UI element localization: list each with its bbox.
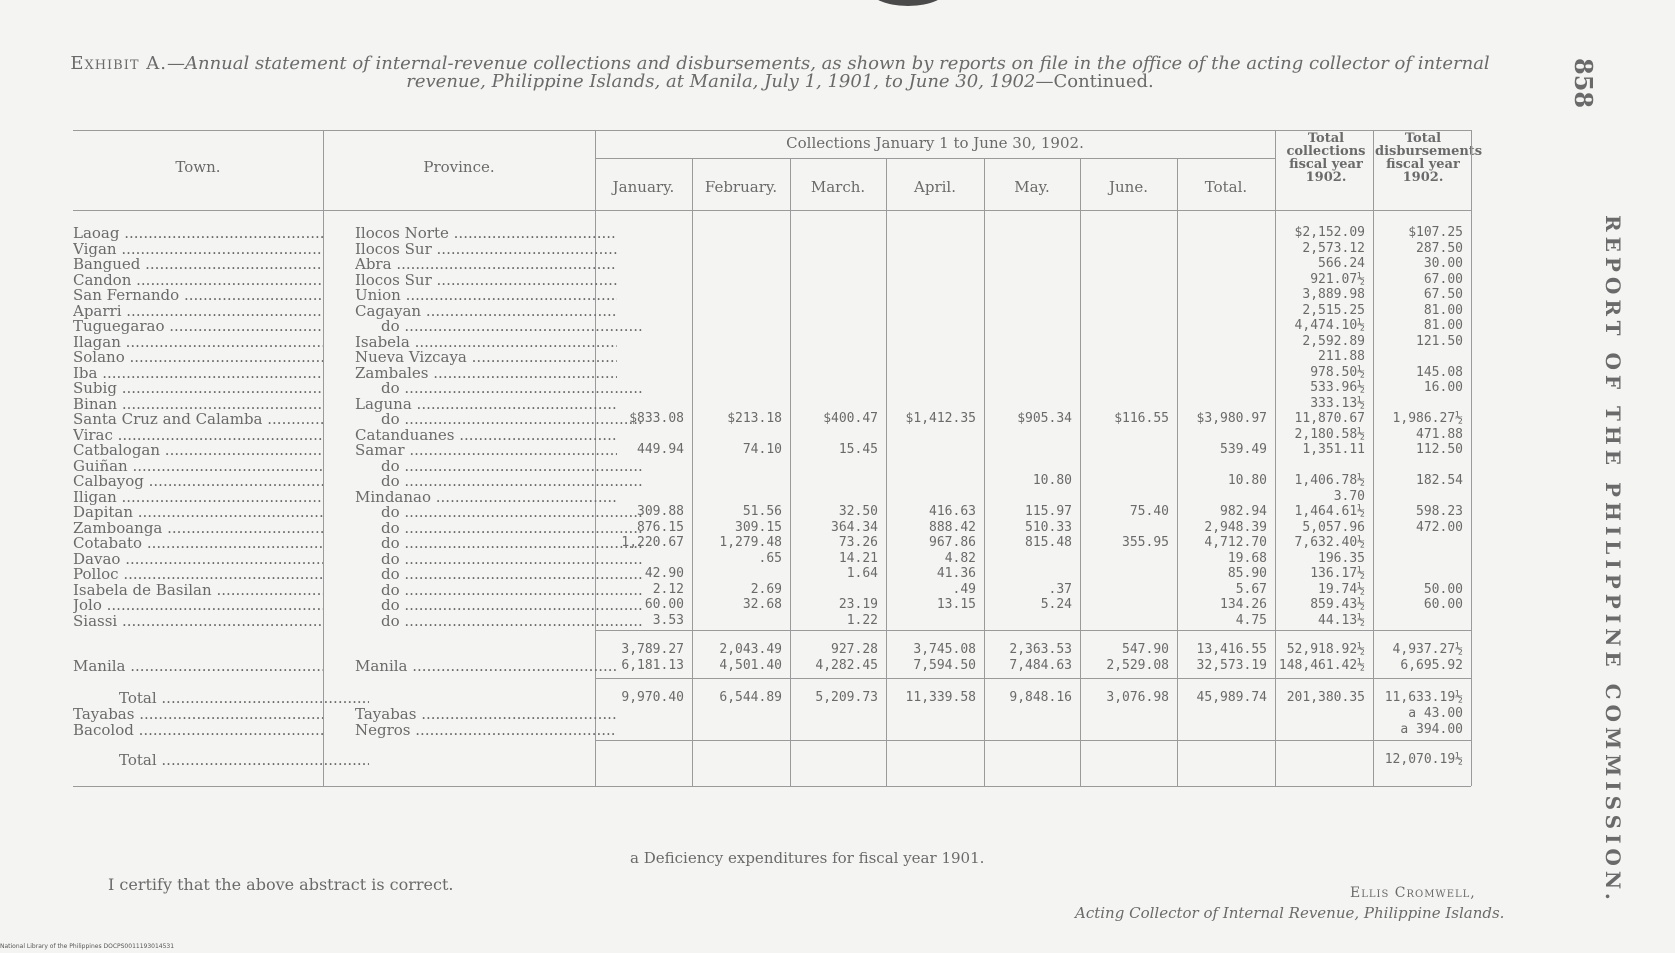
footnote: a Deficiency expenditures for fiscal year 1901. [630, 849, 985, 867]
town-cell: Aparri ..... [73, 303, 323, 319]
province-cell: Laguna ..... [355, 396, 617, 412]
exhibit-label: Exhibit A. [70, 53, 167, 74]
cell-apr: 4.82 [944, 551, 976, 566]
signer-name: Ellis Cromwell, [1350, 885, 1476, 901]
town-cell: Siassi ..... [73, 613, 323, 629]
cell-may: .37 [1048, 582, 1072, 597]
cell-may: 9,848.16 [1009, 690, 1072, 705]
cell-tc: 978.50½ [1310, 365, 1365, 380]
cell-tc: 566.24 [1318, 256, 1365, 271]
exhibit-title [70, 55, 1490, 91]
table-bottom-rule [73, 786, 1471, 787]
town-cell: Bacolod ..... [73, 722, 323, 738]
province-cell: do ..... [355, 520, 643, 536]
province-cell: Zambales ..... [355, 365, 617, 381]
cell-apr: 41.36 [936, 566, 976, 581]
cell-jan: 3,789.27 [621, 642, 684, 657]
cell-tc: 148,461.42½ [1278, 658, 1365, 673]
cell-jun: $116.55 [1114, 411, 1169, 426]
table-row [73, 489, 1570, 505]
title-suffix: —Continued. [1035, 71, 1154, 92]
cell-tc: 1,351.11 [1302, 442, 1365, 457]
cell-mar: 5,209.73 [815, 690, 878, 705]
cell-td: 60.00 [1423, 597, 1463, 612]
cell-apr: 13.15 [936, 597, 976, 612]
table-row [73, 504, 1570, 520]
header-may: May. [1014, 178, 1050, 196]
cell-mar: 1.64 [846, 566, 878, 581]
cell-may: 10.80 [1032, 473, 1072, 488]
running-head: REPORT OF THE PHILIPPINE COMMISSION. [1601, 215, 1625, 905]
cell-apr: 967.86 [929, 535, 976, 550]
header-june: June. [1109, 178, 1148, 196]
revenue-table [73, 130, 1570, 842]
cell-apr: 416.63 [929, 504, 976, 519]
cell-may: 5.24 [1040, 597, 1072, 612]
cell-tc: 11,870.67 [1294, 411, 1365, 426]
cell-total: 32,573.19 [1196, 658, 1267, 673]
town-cell: Tayabas ..... [73, 706, 323, 722]
cell-td: 11,633.19½ [1384, 690, 1463, 705]
cell-total: 4.75 [1235, 613, 1267, 628]
cell-tc: 921.07½ [1310, 272, 1365, 287]
town-cell: Dapitan ..... [73, 504, 323, 520]
page-blemish [868, 0, 948, 6]
title-italic: Annual statement of internal-revenue collections and disbursements, as shown by reports on file in the office of the acting collector of internal revenue, Philippine Islands, at Manila, July 1, 1901, to June 30, 1902 [184, 53, 1490, 92]
grand-total-row [73, 752, 1570, 768]
province-cell: do ..... [355, 473, 643, 489]
town-cell: Manila ..... [73, 658, 323, 674]
cell-jan: 876.15 [637, 520, 684, 535]
province-cell: Negros ..... [355, 722, 617, 738]
cell-jan: $833.08 [629, 411, 684, 426]
cell-td: a 43.00 [1408, 706, 1463, 721]
header-april: April. [914, 178, 956, 196]
cell-tc: 211.88 [1318, 349, 1365, 364]
table-row [73, 566, 1570, 582]
table-row [73, 365, 1570, 381]
subtotal-rule [595, 630, 1471, 631]
province-cell: do ..... [355, 380, 643, 396]
cell-total: 5.67 [1235, 582, 1267, 597]
table-row [73, 551, 1570, 567]
table-row [73, 582, 1570, 598]
cell-jan: 60.00 [644, 597, 684, 612]
town-cell: Binan ..... [73, 396, 323, 412]
cell-tc: 4,474.10½ [1294, 318, 1365, 333]
cell-feb: 51.56 [742, 504, 782, 519]
cell-apr: 3,745.08 [913, 642, 976, 657]
header-january: January. [612, 178, 675, 196]
town-cell: Guiñan ..... [73, 458, 323, 474]
cell-may: 815.48 [1025, 535, 1072, 550]
table-row [73, 427, 1570, 443]
province-cell: do ..... [355, 318, 643, 334]
cell-feb: 2,043.49 [719, 642, 782, 657]
province-cell: do ..... [355, 613, 643, 629]
cell-tc: 3.70 [1333, 489, 1365, 504]
table-row [73, 241, 1570, 257]
cell-tc: 859.43½ [1310, 597, 1365, 612]
cell-jun: 547.90 [1122, 642, 1169, 657]
province-cell: Cagayan ..... [355, 303, 617, 319]
cell-jun: 3,076.98 [1106, 690, 1169, 705]
cell-tc: 201,380.35 [1286, 690, 1365, 705]
cell-total: 134.26 [1220, 597, 1267, 612]
town-cell: Catbalogan ..... [73, 442, 323, 458]
cell-mar: 73.26 [838, 535, 878, 550]
cell-td: 287.50 [1416, 241, 1463, 256]
cell-feb: $213.18 [727, 411, 782, 426]
table-row [73, 411, 1570, 427]
cell-jan: 42.90 [644, 566, 684, 581]
table-row [73, 597, 1570, 613]
cell-tc: 2,515.25 [1302, 303, 1365, 318]
cell-jan: 449.94 [637, 442, 684, 457]
cell-apr: 11,339.58 [905, 690, 976, 705]
cell-mar: 1.22 [846, 613, 878, 628]
province-cell: do ..... [355, 597, 643, 613]
town-cell: Subig ..... [73, 380, 323, 396]
table-row [73, 349, 1570, 365]
grand-total-label: Total ..... [73, 752, 369, 768]
town-cell: Laoag ..... [73, 225, 323, 241]
cell-may: $905.34 [1017, 411, 1072, 426]
province-cell: Abra ..... [355, 256, 617, 272]
cell-td: 81.00 [1423, 318, 1463, 333]
header-total-disbursements: Total disbursements fiscal year 1902. [1375, 131, 1483, 185]
cell-tc: 7,632.40½ [1294, 535, 1365, 550]
cell-may: 2,363.53 [1009, 642, 1072, 657]
cell-td: 81.00 [1423, 303, 1463, 318]
cell-total: 539.49 [1220, 442, 1267, 457]
title-dash: — [166, 53, 185, 74]
table-row [73, 334, 1570, 350]
town-cell: Bangued ..... [73, 256, 323, 272]
province-cell: Ilocos Sur ..... [355, 241, 617, 257]
cell-td: 16.00 [1423, 380, 1463, 395]
table-row [73, 396, 1570, 412]
cell-feb: 1,279.48 [719, 535, 782, 550]
group-rule [595, 158, 1275, 159]
province-cell: do ..... [355, 458, 643, 474]
cell-td: 67.50 [1423, 287, 1463, 302]
cell-td: 30.00 [1423, 256, 1463, 271]
province-cell: do ..... [355, 582, 643, 598]
cell-jan: 6,181.13 [621, 658, 684, 673]
table-row [73, 303, 1570, 319]
cell-td: 50.00 [1423, 582, 1463, 597]
header-total: Total. [1204, 178, 1248, 196]
cell-tc: 44.13½ [1318, 613, 1365, 628]
cell-feb: 2.69 [750, 582, 782, 597]
cell-td: 1,986.27½ [1392, 411, 1463, 426]
cell-td: 12,070.19½ [1384, 752, 1463, 767]
cell-apr: .49 [952, 582, 976, 597]
header-total-collections: Total collections fiscal year 1902. [1286, 131, 1366, 185]
province-cell: Manila ..... [355, 658, 617, 674]
manila-row [73, 658, 1570, 674]
town-cell: Virac ..... [73, 427, 323, 443]
cell-jan: 9,970.40 [621, 690, 684, 705]
cell-feb: 32.68 [742, 597, 782, 612]
cell-jun: 75.40 [1129, 504, 1169, 519]
town-cell: Calbayog ..... [73, 473, 323, 489]
province-cell: Ilocos Norte ..... [355, 225, 617, 241]
header-province: Province. [423, 158, 495, 176]
cell-tc: 533.96½ [1310, 380, 1365, 395]
cell-mar: $400.47 [823, 411, 878, 426]
signer-title: Acting Collector of Internal Revenue, Philippine Islands. [1075, 904, 1505, 922]
cell-td: 472.00 [1416, 520, 1463, 535]
cell-tc: 52,918.92½ [1286, 642, 1365, 657]
town-cell: Zamboanga ..... [73, 520, 323, 536]
province-cell: Tayabas ..... [355, 706, 617, 722]
town-cell: Solano ..... [73, 349, 323, 365]
header-march: March. [810, 178, 866, 196]
header-collections-group: Collections January 1 to June 30, 1902. [786, 134, 1084, 152]
town-cell: San Fernando ..... [73, 287, 323, 303]
cell-tc: 136.17½ [1310, 566, 1365, 581]
cell-mar: 364.34 [831, 520, 878, 535]
province-cell: Nueva Vizcaya ..... [355, 349, 617, 365]
cell-tc: 5,057.96 [1302, 520, 1365, 535]
cell-mar: 23.19 [838, 597, 878, 612]
cell-td: 598.23 [1416, 504, 1463, 519]
table-row [73, 535, 1570, 551]
certification: I certify that the above abstract is correct. [108, 875, 454, 894]
bacolod-row [73, 722, 1570, 738]
province-cell: do ..... [355, 504, 643, 520]
table-row [73, 458, 1570, 474]
cell-td: 4,937.27½ [1392, 642, 1463, 657]
province-cell: Union ..... [355, 287, 617, 303]
cell-jan: 3.53 [652, 613, 684, 628]
total-rule [595, 678, 1471, 679]
table-row [73, 256, 1570, 272]
province-cell: Samar ..... [355, 442, 617, 458]
total-row [73, 690, 1570, 706]
cell-may: 115.97 [1025, 504, 1072, 519]
cell-tc: 1,464.61½ [1294, 504, 1365, 519]
town-cell: Cotabato ..... [73, 535, 323, 551]
cell-jan: 1,220.67 [621, 535, 684, 550]
cell-feb: 4,501.40 [719, 658, 782, 673]
cell-td: 145.08 [1416, 365, 1463, 380]
table-row [73, 272, 1570, 288]
cell-apr: 888.42 [929, 520, 976, 535]
town-cell: Santa Cruz and Calamba ..... [73, 411, 323, 427]
cell-may: 510.33 [1025, 520, 1072, 535]
town-cell: Polloc ..... [73, 566, 323, 582]
cell-tc: 196.35 [1318, 551, 1365, 566]
cell-total: 13,416.55 [1196, 642, 1267, 657]
cell-tc: 2,180.58½ [1294, 427, 1365, 442]
province-cell: Mindanao ..... [355, 489, 617, 505]
cell-jan: 309.88 [637, 504, 684, 519]
table-row [73, 225, 1570, 241]
town-cell: Isabela de Basilan ..... [73, 582, 323, 598]
cell-td: a 394.00 [1400, 722, 1463, 737]
tayabas-row [73, 706, 1570, 722]
town-cell: Ilagan ..... [73, 334, 323, 350]
cell-mar: 32.50 [838, 504, 878, 519]
table-top-rule [73, 130, 1471, 131]
cell-may: 7,484.63 [1009, 658, 1072, 673]
cell-td: $107.25 [1408, 225, 1463, 240]
province-cell: Ilocos Sur ..... [355, 272, 617, 288]
cell-tc: 3,889.98 [1302, 287, 1365, 302]
province-cell: do ..... [355, 566, 643, 582]
cell-td: 67.00 [1423, 272, 1463, 287]
cell-apr: $1,412.35 [905, 411, 976, 426]
cell-td: 6,695.92 [1400, 658, 1463, 673]
town-cell: Tuguegarao ..... [73, 318, 323, 334]
library-stamp: National Library of the Philippines DOCPS0011193014531 [0, 943, 175, 950]
cell-tc: $2,152.09 [1294, 225, 1365, 240]
header-bottom-rule [73, 210, 1471, 211]
grand-total-rule [595, 740, 1471, 741]
cell-total: 10.80 [1227, 473, 1267, 488]
town-cell: Candon ..... [73, 272, 323, 288]
cell-feb: 6,544.89 [719, 690, 782, 705]
cell-total: 2,948.39 [1204, 520, 1267, 535]
header-town: Town. [175, 158, 221, 176]
town-cell: Iba ..... [73, 365, 323, 381]
cell-total: 982.94 [1220, 504, 1267, 519]
header-february: February. [704, 178, 778, 196]
cell-total: 19.68 [1227, 551, 1267, 566]
province-cell: Catanduanes ..... [355, 427, 617, 443]
cell-tc: 2,592.89 [1302, 334, 1365, 349]
cell-tc: 19.74½ [1318, 582, 1365, 597]
cell-tc: 1,406.78½ [1294, 473, 1365, 488]
cell-jun: 355.95 [1122, 535, 1169, 550]
table-row [73, 520, 1570, 536]
cell-td: 471.88 [1416, 427, 1463, 442]
cell-tc: 333.13½ [1310, 396, 1365, 411]
table-row [73, 318, 1570, 334]
town-cell: Vigan ..... [73, 241, 323, 257]
cell-total: 85.90 [1227, 566, 1267, 581]
table-row [73, 613, 1570, 629]
cell-feb: 309.15 [735, 520, 782, 535]
cell-feb: .65 [758, 551, 782, 566]
page-number: 858 [1569, 58, 1598, 109]
cell-tc: 2,573.12 [1302, 241, 1365, 256]
subtotal-row [73, 642, 1570, 658]
cell-mar: 4,282.45 [815, 658, 878, 673]
cell-total: $3,980.97 [1196, 411, 1267, 426]
cell-total: 45,989.74 [1196, 690, 1267, 705]
cell-td: 112.50 [1416, 442, 1463, 457]
province-cell: do ..... [355, 551, 643, 567]
cell-mar: 14.21 [838, 551, 878, 566]
table-row [73, 442, 1570, 458]
province-cell: Isabela ..... [355, 334, 617, 350]
cell-total: 4,712.70 [1204, 535, 1267, 550]
cell-td: 121.50 [1416, 334, 1463, 349]
town-cell: Davao ..... [73, 551, 323, 567]
cell-feb: 74.10 [742, 442, 782, 457]
cell-mar: 927.28 [831, 642, 878, 657]
province-cell: do ..... [355, 535, 643, 551]
town-cell: Jolo ..... [73, 597, 323, 613]
town-cell: Iligan ..... [73, 489, 323, 505]
cell-apr: 7,594.50 [913, 658, 976, 673]
table-row [73, 380, 1570, 396]
cell-jun: 2,529.08 [1106, 658, 1169, 673]
table-row [73, 473, 1570, 489]
province-cell: do ..... [355, 411, 643, 427]
table-row [73, 287, 1570, 303]
cell-jan: 2.12 [652, 582, 684, 597]
total-label: Total ..... [73, 690, 369, 706]
cell-mar: 15.45 [838, 442, 878, 457]
cell-td: 182.54 [1416, 473, 1463, 488]
